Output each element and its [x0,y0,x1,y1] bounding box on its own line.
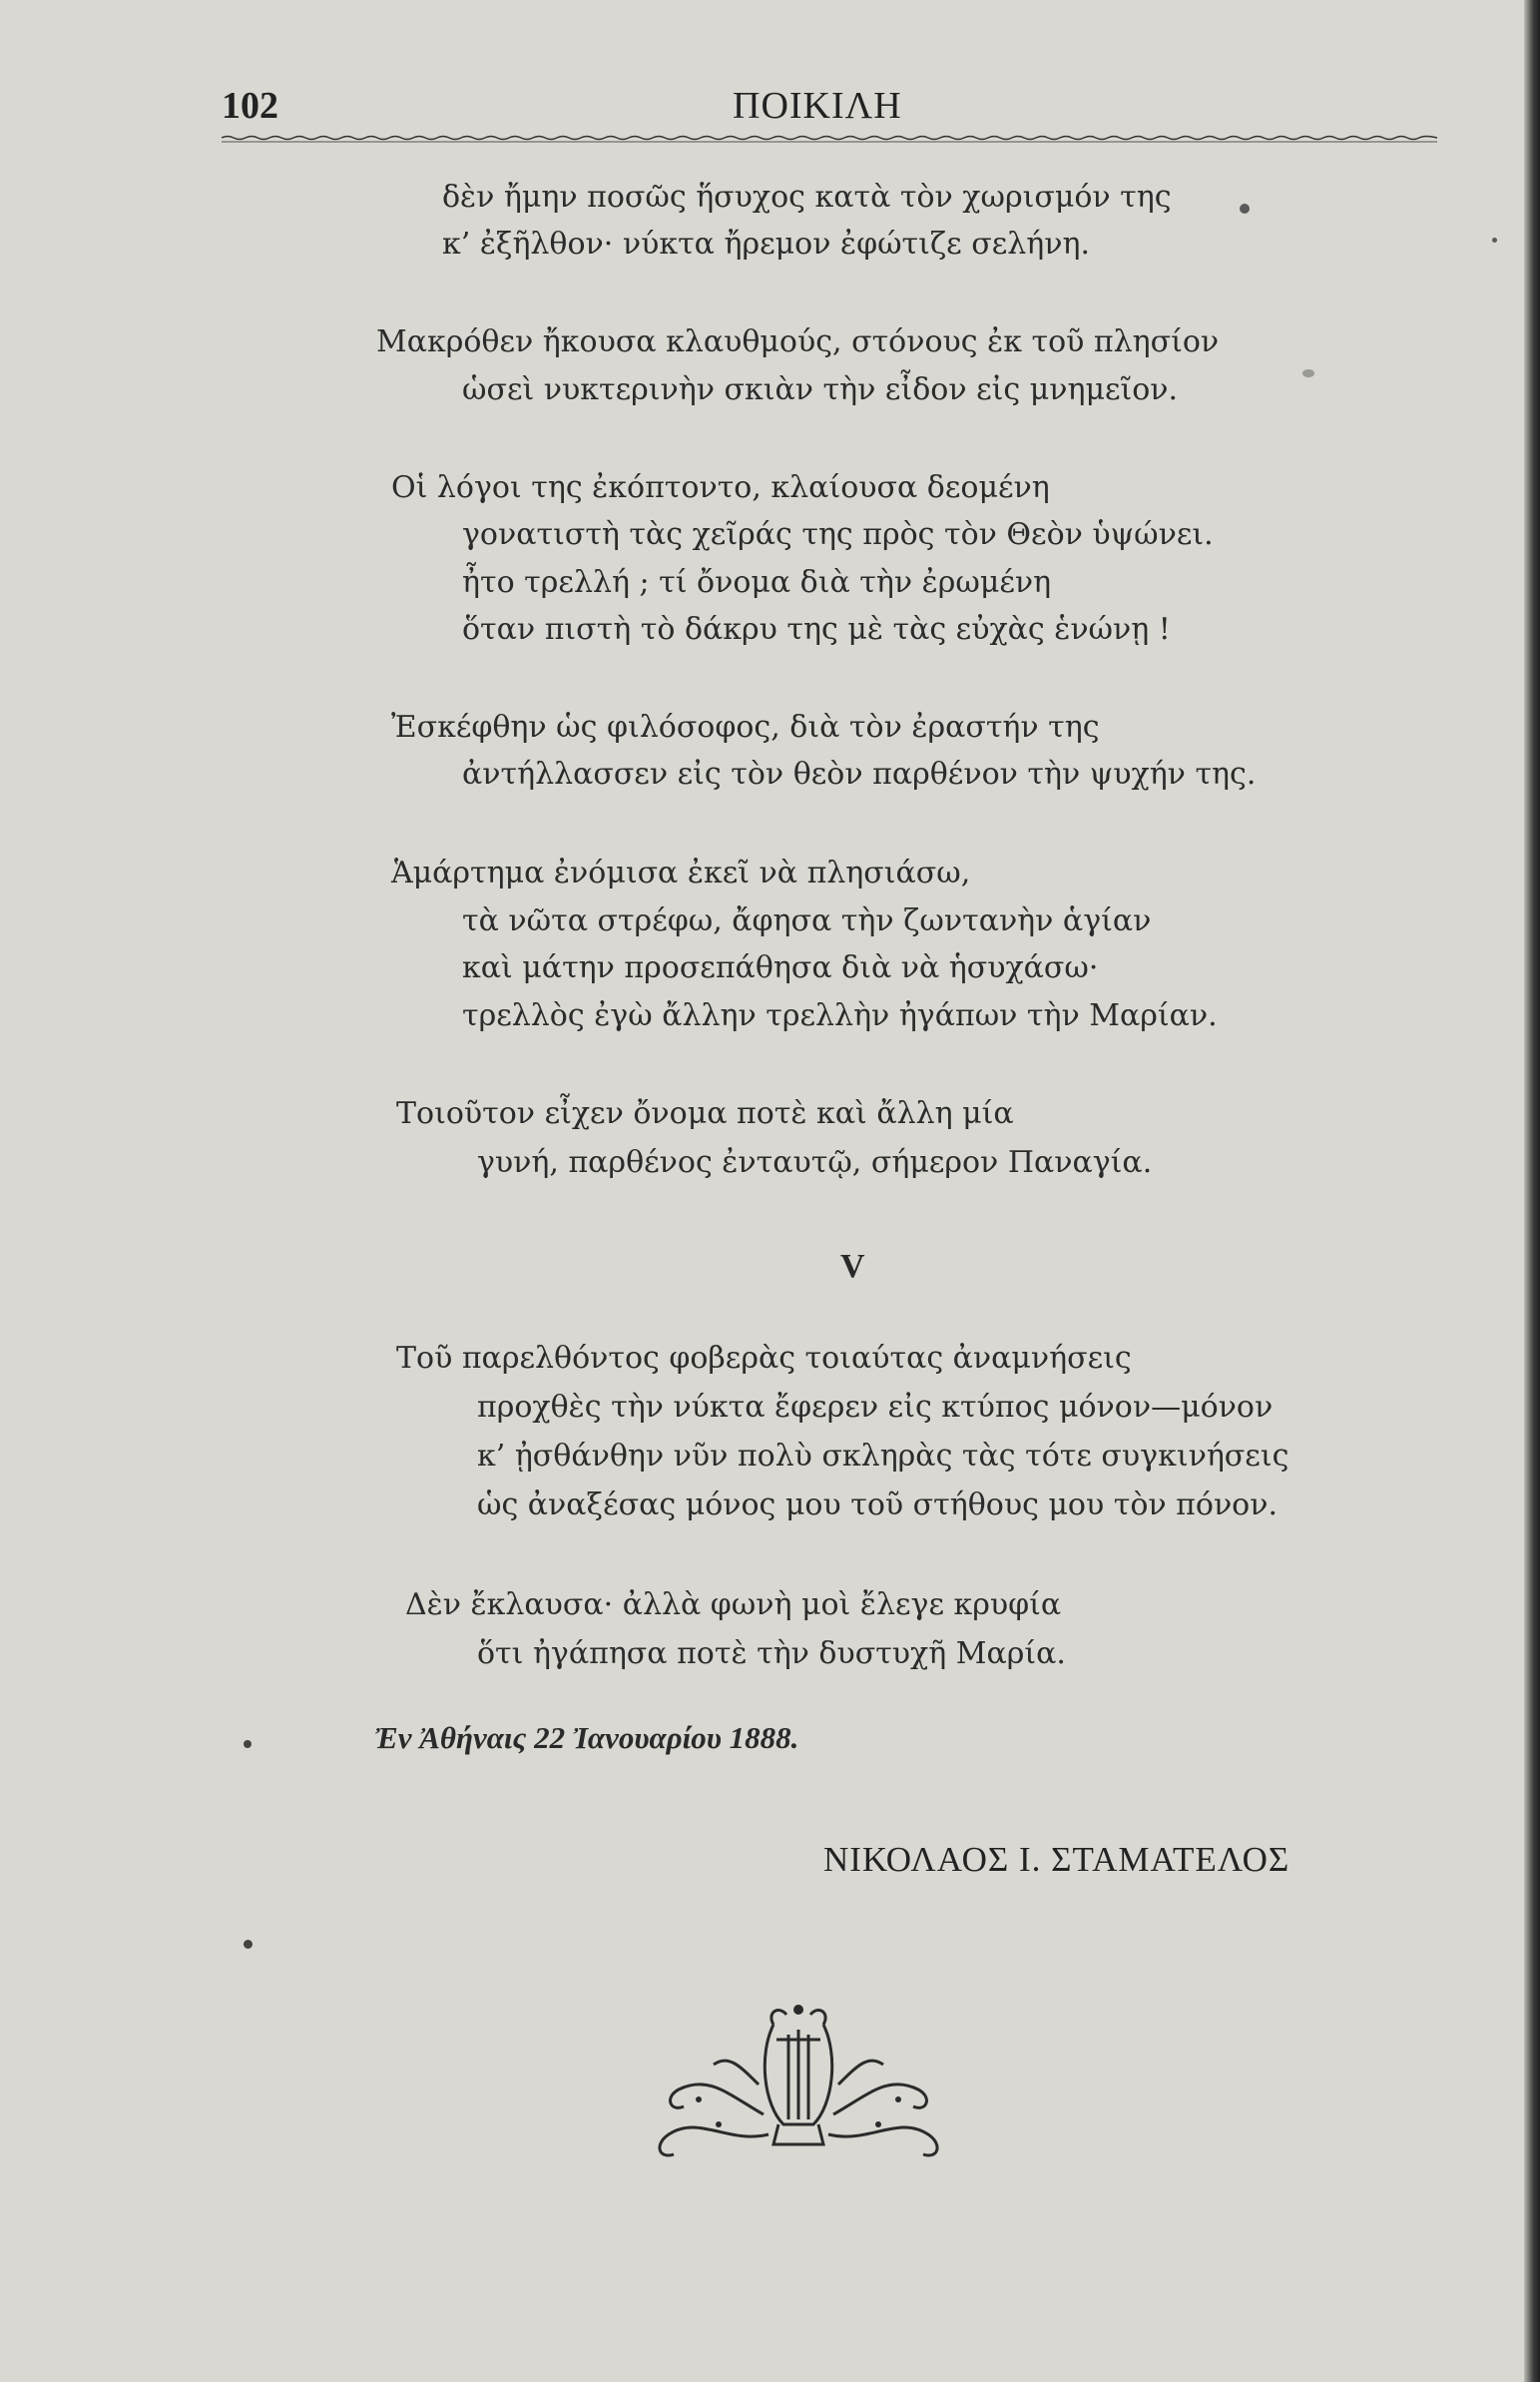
author-signature: ΝΙΚΟΛΑΟΣ Ι. ΣΤΑΜΑΤΕΛΟΣ [823,1840,1290,1879]
section-numeral: V [840,1248,865,1285]
paper-speck [244,1940,253,1949]
poem-line: τρελλὸς ἐγὼ ἄλλην τρελλὴν ἠγάπων τὴν Μαρίαν. [462,998,1218,1033]
poem-line: τὰ νῶτα στρέφω, ἄφησα τὴν ζωντανὴν ἁγίαν [462,903,1152,938]
paper-speck [1240,204,1250,214]
poem-line: Δὲν ἔκλαυσα· ἀλλὰ φωνὴ μοὶ ἔλεγε κρυφία [405,1587,1062,1622]
poem-line: κ’ ἐξῆλθον· νύκτα ἤρεμον ἐφώτιζε σελήνη. [442,227,1090,262]
poem-line: Μακρόθεν ἤκουσα κλαυθμούς, στόνους ἐκ τοῦ πλησίον [376,324,1220,359]
poem-line: ὡσεὶ νυκτερινὴν σκιὰν τὴν εἶδον εἰς μνημεῖον. [462,372,1179,407]
paper-speck [1302,369,1314,377]
paper-speck [1492,238,1497,243]
poem-line: καὶ μάτην προσεπάθησα διὰ νὰ ἡσυχάσω· [462,950,1099,985]
poem-line: κ’ ᾐσθάνθην νῦν πολὺ σκληρὰς τὰς τότε συγκινήσεις [477,1439,1289,1474]
poem-line: Τοιοῦτον εἶχεν ὄνομα ποτὲ καὶ ἄλλη μία [396,1096,1014,1131]
poem-line: Τοῦ παρελθόντος φοβερὰς τοιαύτας ἀναμνήσεις [396,1341,1132,1376]
poem-line: Ἁμάρτημα ἐνόμισα ἐκεῖ νὰ πλησιάσω, [391,856,971,891]
page-number: 102 [222,85,278,127]
poem-line: Ἐσκέφθην ὡς φιλόσοφος, διὰ τὸν ἐραστήν της [391,710,1100,745]
poem-line: ὅτι ἠγάπησα ποτὲ τὴν δυστυχῆ Μαρία. [477,1636,1066,1671]
poem-line: ἦτο τρελλή ; τί ὄνομα διὰ τὴν ἐρωμένη [462,565,1052,600]
poem-line: ὅταν πιστὴ τὸ δάκρυ της μὲ τὰς εὐχὰς ἑνώνῃ ! [462,612,1171,647]
paper-speck [244,1740,252,1748]
poem-line: Οἱ λόγοι της ἐκόπτοντο, κλαίουσα δεομένη [391,470,1050,505]
header-rule [222,135,1437,143]
poem-line: γονατιστὴ τὰς χεῖράς της πρὸς τὸν Θεὸν ὑψώνει. [462,517,1214,552]
poem-line: γυνή, παρθένος ἐνταυτῷ, σήμερον Παναγία. [477,1145,1153,1180]
poem-line: ἀντήλλασσεν εἰς τὸν θεὸν παρθένον τὴν ψυχήν της. [462,757,1257,792]
page-header [222,84,1437,134]
lyre-ornament-icon [599,1995,998,2164]
running-title: ΠΟΙΚΙΛΗ [733,85,902,127]
page-edge-shadow [1524,0,1540,2382]
poem-line: ὡς ἀναξέσας μόνος μου τοῦ στήθους μου τὸν πόνον. [477,1488,1279,1522]
dateline: Ἐν Ἀθήναις 22 Ἰανουαρίου 1888. [374,1720,799,1755]
poem-line: δὲν ἤμην ποσῶς ἥσυχος κατὰ τὸν χωρισμόν της [442,180,1172,215]
poem-line: προχθὲς τὴν νύκτα ἔφερεν εἰς κτύπος μόνον—μόνον [477,1390,1274,1425]
